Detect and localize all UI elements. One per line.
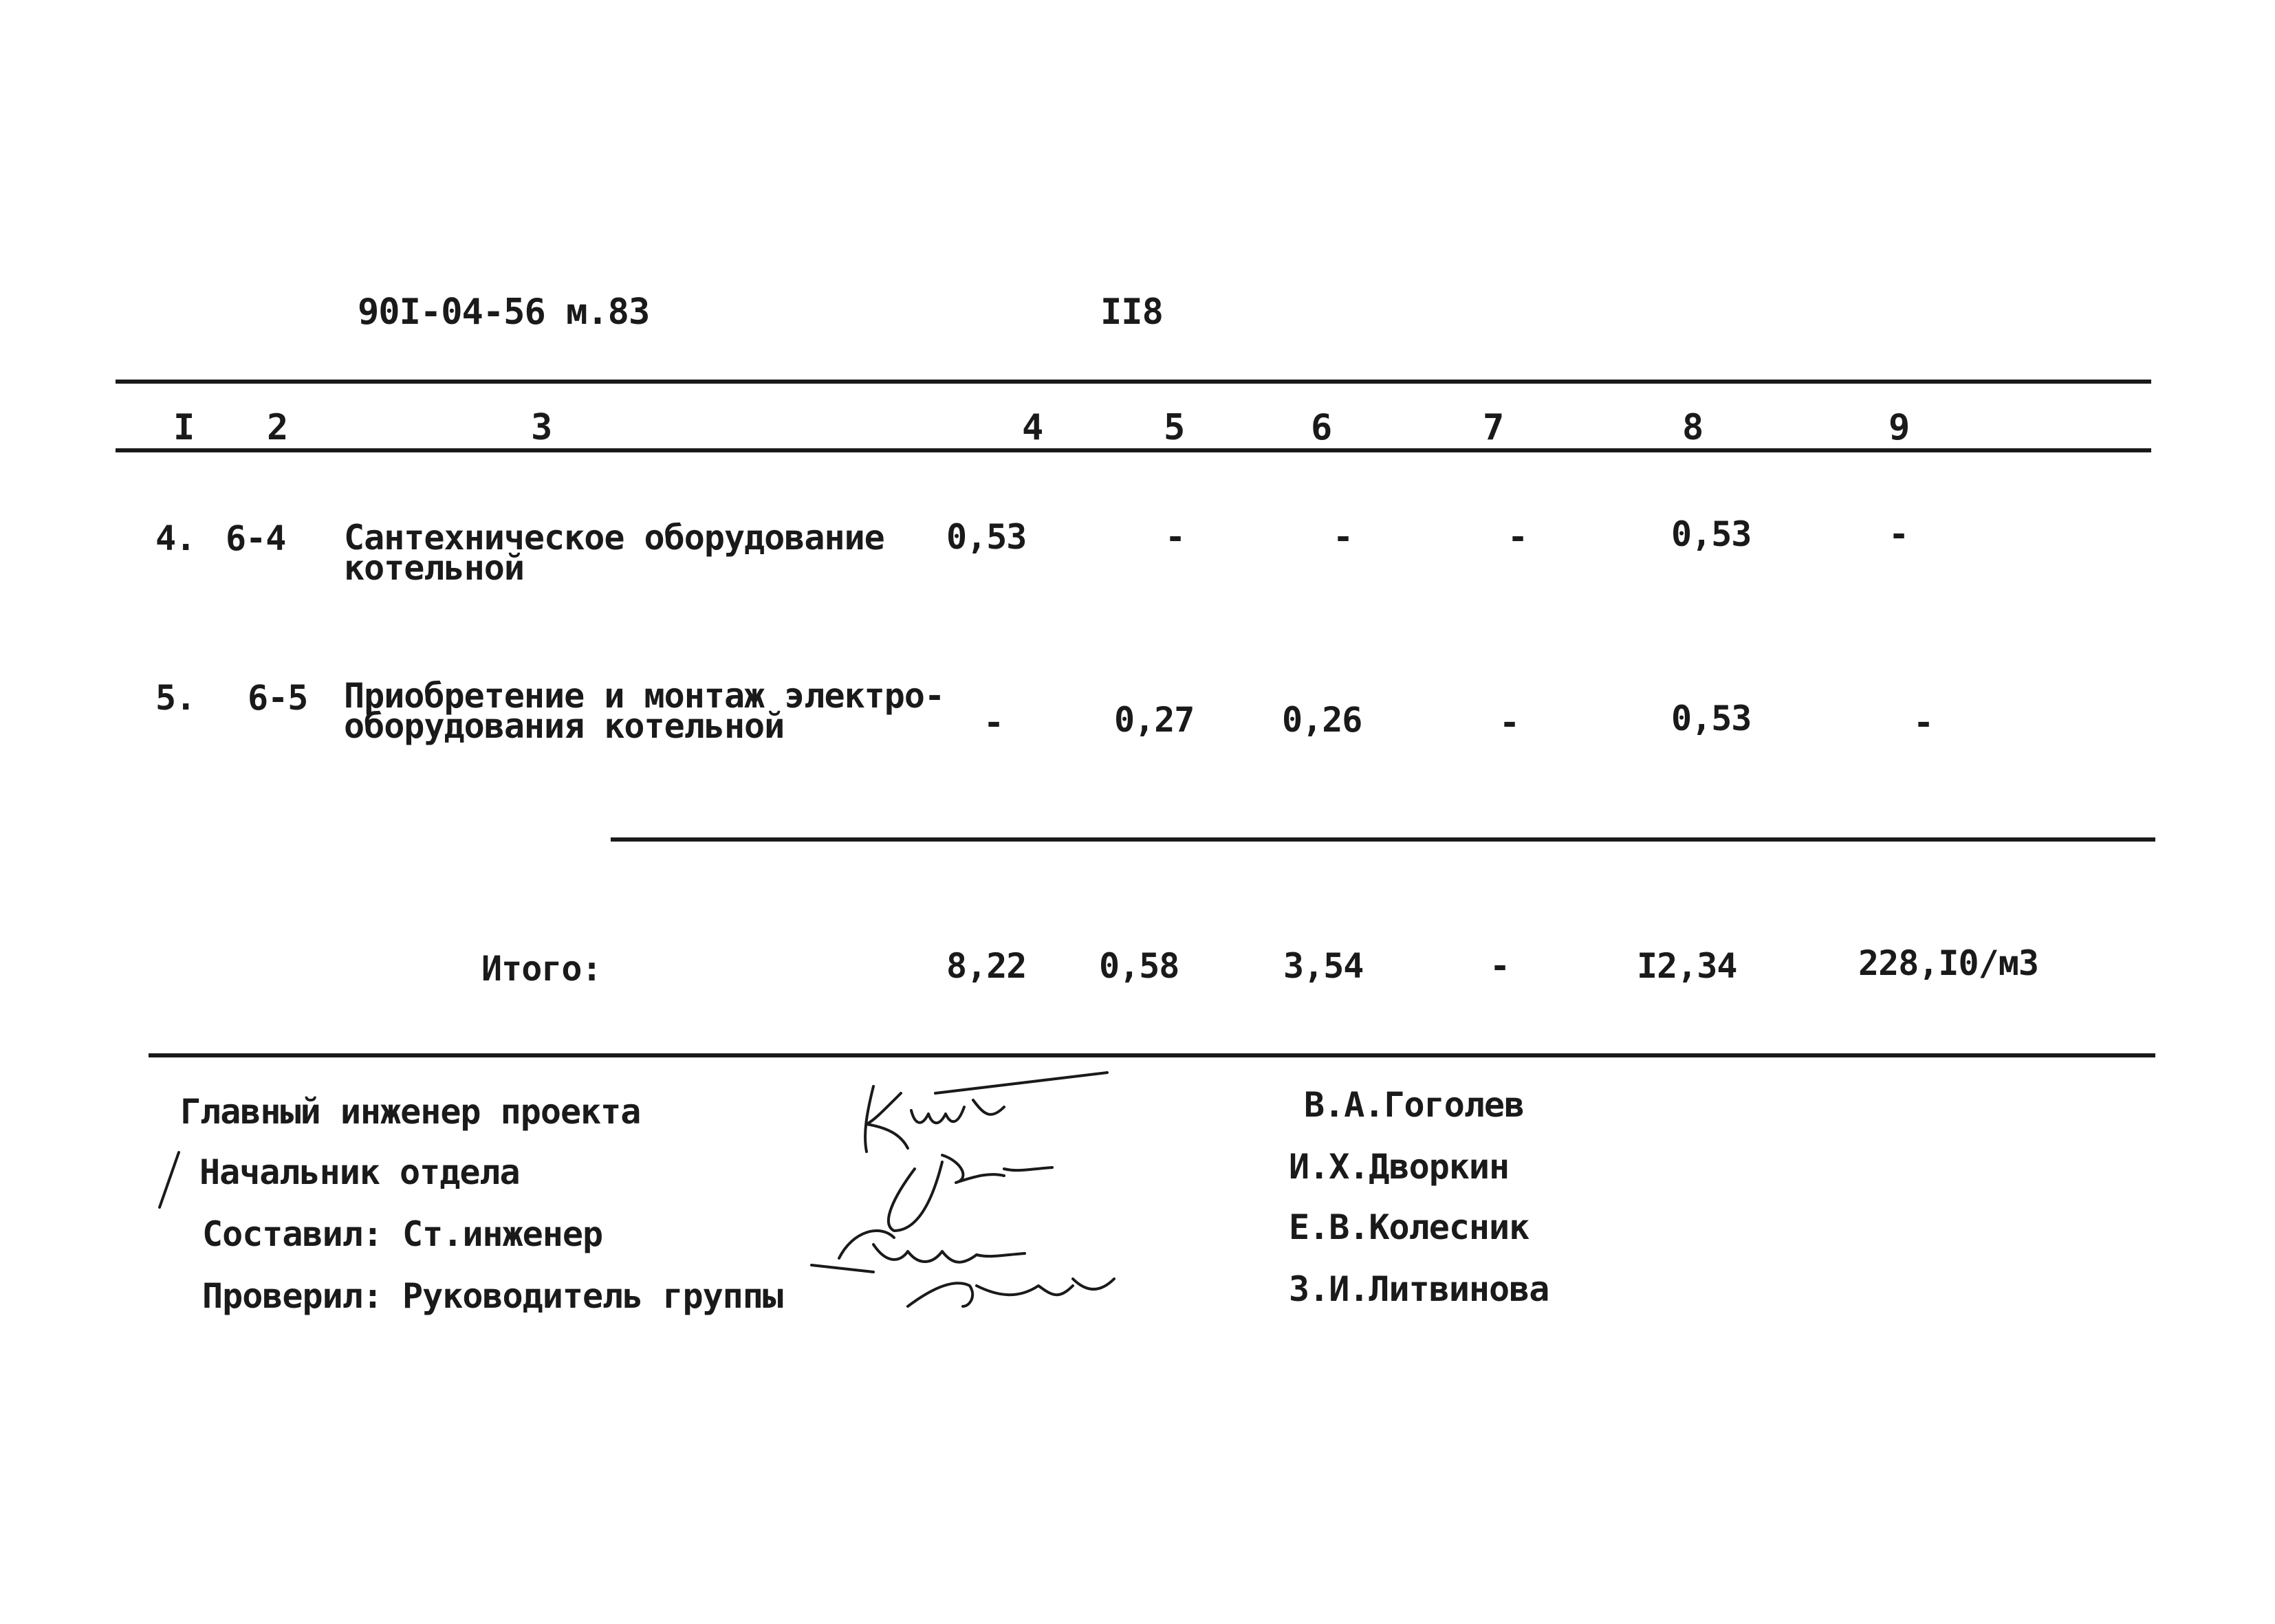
row-code: 6-5 <box>248 678 308 718</box>
signatory-role: Составил: Ст.инженер <box>202 1214 603 1254</box>
signatory-name: Е.В.Колесник <box>1289 1207 1530 1247</box>
row-number: 5. <box>155 678 196 718</box>
table-top-rule <box>116 380 2151 384</box>
column-header-3: 3 <box>531 407 552 448</box>
signatory-name: З.И.Литвинова <box>1289 1269 1549 1309</box>
column-header-6: 6 <box>1311 407 1332 448</box>
column-header-9: 9 <box>1888 407 1910 448</box>
row-cell-col5: - <box>1165 517 1186 557</box>
row-code: 6-4 <box>226 518 286 558</box>
row-description <box>344 678 944 744</box>
signatory-name: И.Х.Дворкин <box>1289 1147 1510 1187</box>
row-description <box>344 520 884 586</box>
signatory-role: Главный инженер проекта <box>180 1092 641 1132</box>
total-label: Итого: <box>481 949 602 989</box>
column-header-4: 4 <box>1022 407 1043 448</box>
row-cell-col8: 0,53 <box>1671 699 1752 738</box>
column-header-7: 7 <box>1483 407 1504 448</box>
signatory-name: В.А.Гоголев <box>1304 1085 1525 1125</box>
signatory-role: Начальник отдела <box>199 1152 520 1192</box>
row-description-line-1: Сантехническое оборудование <box>344 518 884 558</box>
row-cell-col9: - <box>1913 703 1934 743</box>
row-cell-col6: - <box>1333 517 1353 557</box>
header-bottom-rule <box>116 448 2151 452</box>
row-cell-col4: - <box>983 703 1004 743</box>
total-cell-col4: 8,22 <box>946 946 1027 986</box>
row-description-line-1: Приобретение и монтаж электро- <box>344 676 945 716</box>
row-cell-col5: 0,27 <box>1114 700 1195 740</box>
handwritten-signatures-image <box>798 1059 1128 1320</box>
row-cell-col7: - <box>1499 703 1520 743</box>
row-cell-col7: - <box>1507 517 1528 557</box>
row-cell-col6: 0,26 <box>1282 700 1362 740</box>
document-code: 90I-04-56 м.83 <box>358 292 650 333</box>
column-header-8: 8 <box>1682 407 1703 448</box>
row-description-line-2: котельной <box>344 548 524 588</box>
total-cell-col6: 3,54 <box>1283 946 1364 986</box>
row-cell-col4: 0,53 <box>946 517 1027 557</box>
column-header-1: I <box>173 407 195 448</box>
total-cell-col9: 228,I0/м3 <box>1858 943 2038 983</box>
row-description-line-2: оборудования котельной <box>344 706 785 746</box>
row-cell-col9: - <box>1888 514 1909 554</box>
total-cell-col5: 0,58 <box>1099 946 1179 986</box>
total-separator-rule <box>611 837 2155 842</box>
column-header-2: 2 <box>267 407 288 448</box>
page-number: II8 <box>1100 292 1163 333</box>
row-number: 4. <box>155 518 196 558</box>
table-bottom-rule <box>149 1053 2155 1057</box>
row-cell-col8: 0,53 <box>1671 514 1752 554</box>
column-header-5: 5 <box>1164 407 1185 448</box>
total-cell-col8: I2,34 <box>1637 946 1737 986</box>
pen-mark-icon <box>155 1150 183 1211</box>
signatory-role: Проверил: Руководитель группы <box>202 1276 783 1316</box>
total-cell-col7: - <box>1490 946 1510 986</box>
